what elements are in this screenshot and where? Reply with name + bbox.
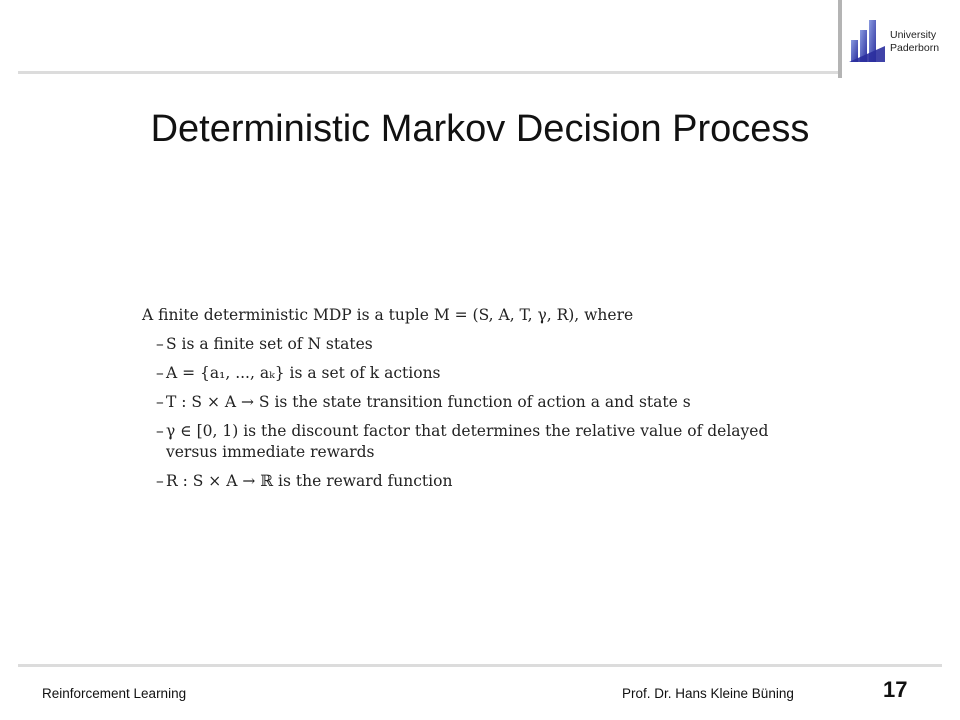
list-item-text: R : S × A → ℝ is the reward function [166,472,453,490]
header-vertical-rule [838,0,842,78]
footer-rule [18,664,942,667]
list-item-text: γ ∈ [0, 1) is the discount factor that determines the relative value of delayed versus immediate rewards [166,422,769,461]
list-item [142,421,782,463]
dash-bullet: – [156,472,164,490]
university-line-1: University [890,29,937,41]
definition-lead: A finite deterministic MDP is a tuple M = (S, A, T, γ, R), where [142,306,634,324]
dash-bullet: – [156,335,164,353]
university-logo-icon [845,16,889,66]
list-item-text: T : S × A → S is the state transition function of action a and state s [166,393,691,411]
dash-bullet: – [156,393,164,411]
list-item-text: A = {a₁, ..., aₖ} is a set of k actions [166,364,441,382]
list-item [142,334,782,355]
university-name [890,29,939,55]
footer-course: Reinforcement Learning [42,686,187,701]
header-rule [18,71,840,74]
slide-title: Deterministic Markov Decision Process [150,108,810,150]
list-item [142,392,782,413]
list-item [142,363,782,384]
dash-bullet: – [156,422,164,440]
list-item-text: S is a finite set of N states [166,335,373,353]
slide-body [142,306,782,500]
dash-bullet: – [156,364,164,382]
footer-author: Prof. Dr. Hans Kleine Büning [622,686,794,701]
page-number: 17 [883,677,908,702]
university-line-2: Paderborn [890,42,940,54]
definition-list [142,334,782,492]
list-item [142,471,782,492]
